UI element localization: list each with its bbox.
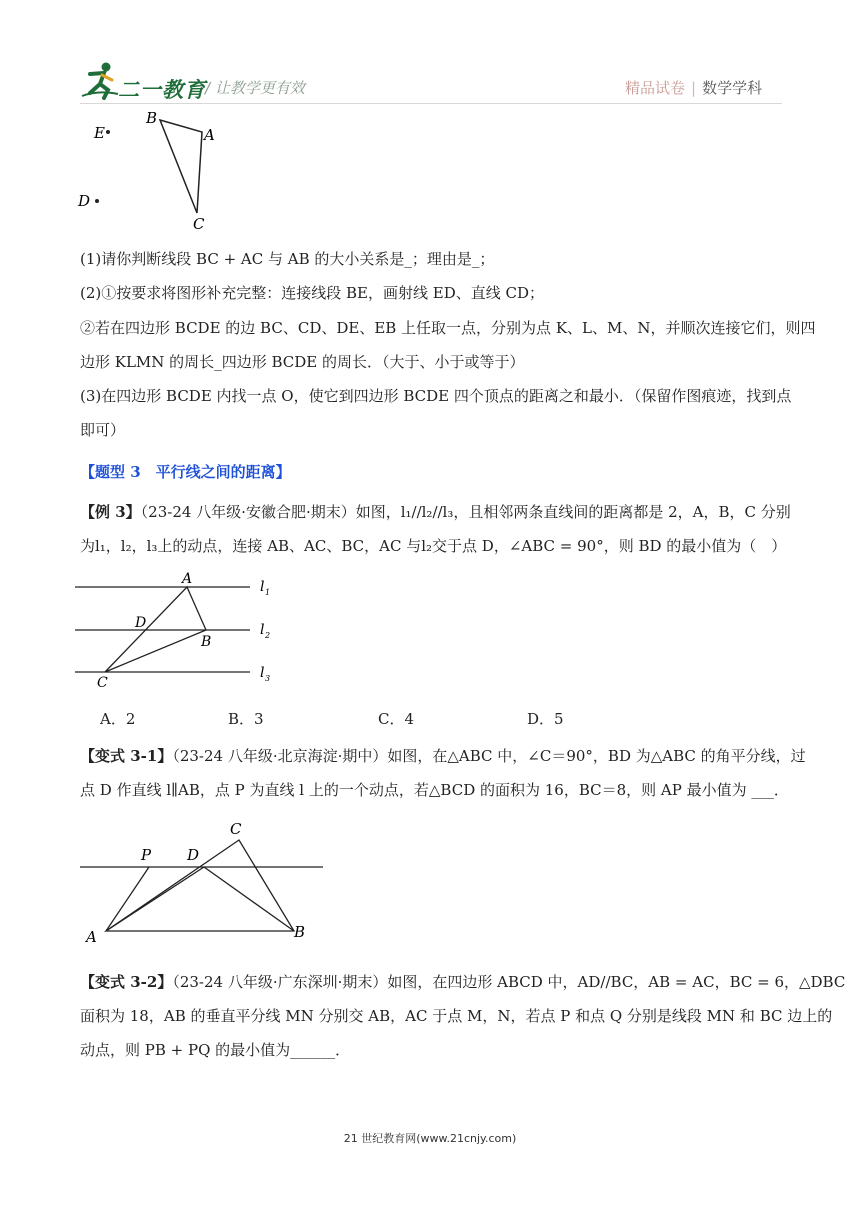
header-separator: |: [691, 79, 697, 97]
page-footer: 21 世纪教育网(www.21cnjy.com): [343, 1132, 517, 1145]
example3-line2: 为l₁，l₂，l₃上的动点，连接 AB、AC、BC，AC 与l₂交于点 D，∠ABC = 90°，则 BD 的最小值为（ ）: [80, 537, 787, 555]
option-d: D．5: [527, 710, 564, 728]
v31-label-c: C: [230, 820, 242, 838]
ex3-label-l2: l: [260, 622, 265, 638]
section-title: 【题型 3 平行线之间的距离】: [80, 463, 291, 481]
option-a: A．2: [100, 710, 136, 728]
fig1-label-e: E: [94, 124, 105, 142]
ex3-sub-3: 3: [265, 674, 271, 683]
page-header: [0, 0, 860, 110]
ex3-sub-2: 2: [265, 631, 271, 640]
prev-q2b-line2: 边形 KLMN 的周长_四边形 BCDE 的周长．（大于、小于或等于）: [80, 353, 525, 371]
brand-name: 二一教育: [118, 78, 206, 102]
v31-label-p: P: [141, 846, 152, 864]
figure-triangle-pdab: [80, 815, 330, 945]
header-right: [625, 77, 762, 98]
brand-slogan: / 让教学更有效: [205, 79, 305, 97]
runner-logo-icon: [80, 60, 120, 100]
ex3-label-a: A: [182, 571, 193, 587]
option-b: B．3: [228, 710, 264, 728]
v31-label-a: A: [86, 928, 97, 945]
variant31-tag: 【变式 3-1】: [80, 747, 173, 765]
variant32-line2: 面积为 18，AB 的垂直平分线 MN 分别交 AB，AC 于点 M，N，若点 P 和点 Q 分别是线段 MN 和 BC 边上的: [80, 1007, 833, 1025]
prev-q2: (2)①按要求将图形补充完整：连接线段 BE，画射线 ED、直线 CD；: [80, 284, 545, 302]
figure-parallel-lines: [75, 568, 290, 690]
variant32-line3: 动点，则 PB + PQ 的最小值为______．: [80, 1041, 351, 1059]
fig1-label-a: A: [204, 126, 215, 144]
ex3-label-c: C: [97, 675, 108, 690]
v31-label-b: B: [294, 923, 306, 941]
header-tag: 精品试卷: [625, 79, 686, 97]
header-divider: [80, 103, 782, 104]
fig1-label-c: C: [193, 215, 205, 233]
prev-q1: (1)请你判断线段 BC + AC 与 AB 的大小关系是_；理由是_；: [80, 250, 495, 268]
example3-tag: 【例 3】: [80, 503, 141, 521]
variant31-line2: 点 D 作直线 l∥AB，点 P 为直线 l 上的一个动点，若△BCD 的面积为 16，BC＝8，则 AP 最小值为 ___．: [80, 781, 789, 799]
ex3-label-d: D: [135, 615, 147, 631]
variant31-text1: （23-24 八年级·北京海淀·期中）如图，在△ABC 中，∠C＝90°，BD 为△ABC 的角平分线，过: [172, 747, 806, 765]
option-c: C．4: [378, 710, 415, 728]
fig1-label-d: D: [78, 192, 91, 210]
prev-q3-line1: (3)在四边形 BCDE 内找一点 O，使它到四边形 BCDE 四个顶点的距离之和最小．（保留作图痕迹，找到点: [80, 387, 792, 405]
fig1-label-b: B: [146, 109, 158, 127]
ex3-label-l1: l: [260, 579, 265, 595]
ex3-sub-1: 1: [265, 588, 271, 597]
variant32-line1: [80, 972, 845, 992]
prev-q2b-line1: ②若在四边形 BCDE 的边 BC、CD、DE、EB 上任取一点，分别为点 K、L、M、N，并顺次连接它们，则四: [80, 319, 816, 337]
variant31-line1: [80, 746, 806, 766]
ex3-label-b: B: [201, 634, 212, 650]
example3-line1: [80, 502, 791, 522]
header-subject: 数学学科: [702, 79, 763, 97]
figure-triangle-abc: [70, 108, 230, 233]
v31-label-d: D: [187, 846, 200, 864]
example3-text1: （23-24 八年级·安徽合肥·期末）如图，l₁//l₂//l₃，且相邻两条直线间的距离都是 2，A，B，C 分别: [140, 503, 791, 521]
variant32-tag: 【变式 3-2】: [80, 973, 173, 991]
variant32-text1: （23-24 八年级·广东深圳·期末）如图，在四边形 ABCD 中，AD//BC，AB = AC，BC = 6，△DBC: [172, 973, 846, 991]
ex3-label-l3: l: [260, 665, 265, 681]
prev-q3-line2: 即可）: [80, 421, 126, 439]
